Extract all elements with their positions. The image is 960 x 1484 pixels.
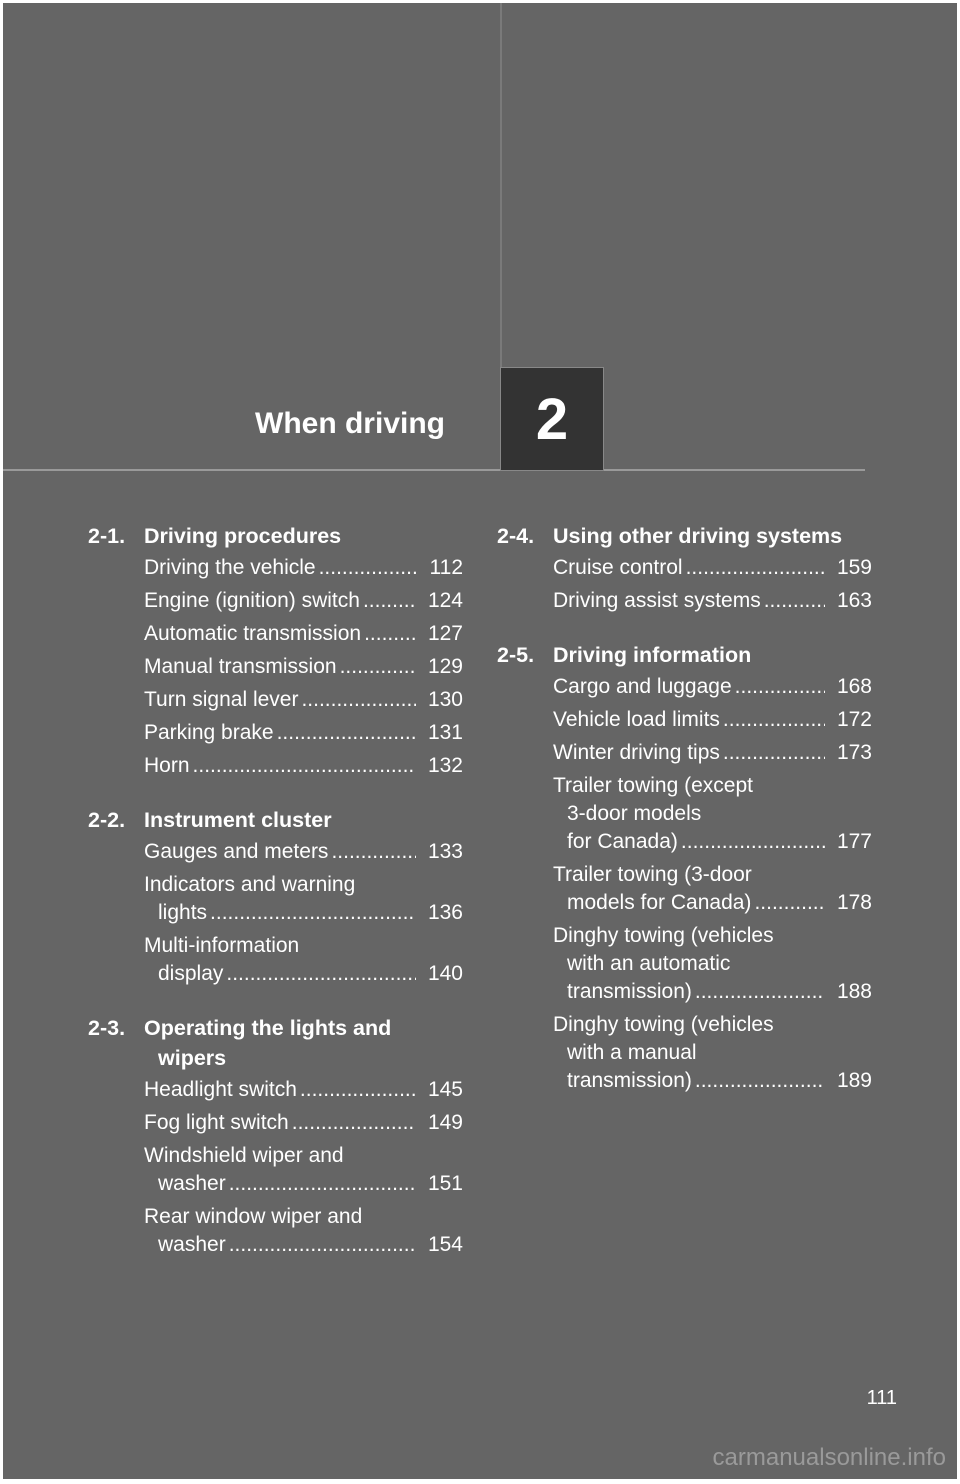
dot-leader [292, 1109, 416, 1137]
entry-page-number: 188 [836, 980, 872, 1003]
entry-line [144, 653, 463, 681]
entry-title: Trailer towing (except [553, 774, 753, 797]
toc-entry[interactable] [553, 587, 872, 615]
entry-line [144, 620, 463, 648]
entry-line [553, 950, 872, 978]
entry-title: Headlight switch [144, 1078, 297, 1101]
entry-title: Manual transmission [144, 655, 337, 678]
toc-entry[interactable] [553, 706, 872, 734]
entry-page-number: 172 [836, 708, 872, 731]
dot-leader [686, 554, 825, 582]
entry-title: display [158, 962, 224, 985]
section-number: 2-2. [88, 808, 126, 832]
section-title [144, 1013, 463, 1073]
toc-section [497, 640, 872, 1095]
dot-leader [754, 889, 825, 917]
entry-title: Vehicle load limits [553, 708, 720, 731]
entry-line [144, 1076, 463, 1104]
toc-section [88, 521, 463, 780]
entry-line [144, 587, 463, 615]
section-title-line: wipers [158, 1046, 227, 1070]
dot-leader [193, 752, 416, 780]
toc-entry[interactable] [144, 653, 463, 681]
entry-page-number: 140 [427, 962, 463, 985]
entry-title: Gauges and meters [144, 840, 329, 863]
entry-title: Windshield wiper and [144, 1144, 344, 1167]
toc-section [497, 521, 872, 615]
entry-title: Horn [144, 754, 190, 777]
toc-entry[interactable] [144, 932, 463, 988]
entry-title: Cruise control [553, 556, 683, 579]
entry-title: Parking brake [144, 721, 274, 744]
toc-entry[interactable] [553, 861, 872, 917]
entry-page-number: 163 [836, 589, 872, 612]
dot-leader [340, 653, 416, 681]
entry-line [553, 1067, 872, 1095]
dot-leader [301, 686, 416, 714]
chapter-number-box [500, 367, 604, 471]
section-number: 2-5. [497, 643, 535, 667]
toc-entry[interactable] [144, 752, 463, 780]
entry-line [144, 1109, 463, 1137]
entry-page-number: 112 [429, 556, 463, 579]
entry-line [144, 932, 463, 960]
chapter-number: 2 [535, 386, 569, 452]
entry-line [553, 922, 872, 950]
entry-page-number: 145 [427, 1078, 463, 1101]
entry-page-number: 132 [427, 754, 463, 777]
section-title-line: Using other driving systems [553, 524, 843, 548]
entry-title: Engine (ignition) switch [144, 589, 360, 612]
entry-title: models for Canada) [567, 891, 752, 914]
entry-line [144, 1142, 463, 1170]
section-number: 2-3. [88, 1016, 126, 1040]
entry-title: transmission) [567, 980, 692, 1003]
entry-page-number: 173 [836, 741, 872, 764]
entry-title: with an automatic [567, 952, 731, 975]
section-number: 2-4. [497, 524, 535, 548]
entry-title: Multi-information [144, 934, 300, 957]
entry-title: washer [158, 1233, 226, 1256]
toc-right-column [497, 521, 872, 1120]
section-title-line: Instrument cluster [144, 808, 332, 832]
toc-entry[interactable] [553, 673, 872, 701]
entry-line [144, 686, 463, 714]
entry-line [144, 554, 463, 582]
entry-title: Fog light switch [144, 1111, 289, 1134]
toc-left-column [88, 521, 463, 1284]
section-heading [88, 1013, 463, 1073]
entry-title: Driving assist systems [553, 589, 761, 612]
entry-line [144, 719, 463, 747]
entry-line [553, 673, 872, 701]
dot-leader [331, 838, 416, 866]
section-heading [497, 521, 872, 551]
toc-section [88, 805, 463, 988]
entry-page-number: 130 [427, 688, 463, 711]
entry-title: Indicators and warning [144, 873, 356, 896]
page-number: 111 [866, 1387, 897, 1409]
entry-line [553, 554, 872, 582]
entry-title: lights [158, 901, 208, 924]
dot-leader [364, 620, 416, 648]
entry-line [144, 1170, 463, 1198]
section-heading [88, 805, 463, 835]
entry-title: 3-door models [567, 802, 702, 825]
watermark: carmanualsonline.info [712, 1444, 946, 1471]
entry-title: transmission) [567, 1069, 692, 1092]
dot-leader [277, 719, 416, 747]
entry-line [553, 800, 872, 828]
entry-title: Automatic transmission [144, 622, 362, 645]
entry-line [144, 1203, 463, 1231]
entry-title: Cargo and luggage [553, 675, 732, 698]
entry-page-number: 124 [427, 589, 463, 612]
section-heading [497, 640, 872, 670]
dot-leader [681, 828, 825, 856]
toc-entry[interactable] [144, 1142, 463, 1198]
entry-line [553, 706, 872, 734]
entry-line [553, 587, 872, 615]
section-title-line: Driving procedures [144, 524, 342, 548]
toc-entry[interactable] [144, 686, 463, 714]
entry-title: Dinghy towing (vehicles [553, 1013, 774, 1036]
entry-page-number: 151 [427, 1172, 463, 1195]
entry-line [144, 752, 463, 780]
entry-title: with a manual [567, 1041, 697, 1064]
toc-entry[interactable] [144, 838, 463, 866]
dot-leader [300, 1076, 416, 1104]
manual-page [3, 3, 957, 1479]
dot-leader [695, 1067, 825, 1095]
entry-page-number: 168 [836, 675, 872, 698]
dot-leader [764, 587, 825, 615]
entry-title: Dinghy towing (vehicles [553, 924, 774, 947]
entry-title: Rear window wiper and [144, 1205, 363, 1228]
entry-line [553, 828, 872, 856]
entry-title: Driving the vehicle [144, 556, 316, 579]
entry-line [144, 960, 463, 988]
entry-line [553, 978, 872, 1006]
entry-line [144, 871, 463, 899]
dot-leader [735, 673, 825, 701]
entry-page-number: 178 [836, 891, 872, 914]
section-title [553, 640, 872, 670]
entry-title: washer [158, 1172, 226, 1195]
entry-page-number: 136 [427, 901, 463, 924]
dot-leader [723, 706, 825, 734]
toc-entry[interactable] [144, 620, 463, 648]
dot-leader [229, 1231, 416, 1259]
toc-entry[interactable] [144, 554, 463, 582]
toc-entry[interactable] [553, 554, 872, 582]
dot-leader [210, 899, 416, 927]
entry-line [553, 1039, 872, 1067]
dot-leader [226, 960, 416, 988]
chapter-title: When driving [255, 407, 445, 440]
entry-line [553, 1011, 872, 1039]
section-title-line: Driving information [553, 643, 752, 667]
entry-page-number: 177 [836, 830, 872, 853]
entry-title: Winter driving tips [553, 741, 720, 764]
entry-page-number: 131 [427, 721, 463, 744]
entry-page-number: 127 [427, 622, 463, 645]
entry-page-number: 154 [427, 1233, 463, 1256]
toc-entry[interactable] [144, 1203, 463, 1259]
toc-entry[interactable] [144, 587, 463, 615]
entry-line [553, 889, 872, 917]
toc-entry[interactable] [553, 739, 872, 767]
toc-entry[interactable] [553, 772, 872, 856]
entry-line [144, 1231, 463, 1259]
horizontal-divider [3, 469, 865, 471]
dot-leader [723, 739, 825, 767]
section-heading [88, 521, 463, 551]
section-title-line: Operating the lights and [144, 1016, 392, 1040]
dot-leader [229, 1170, 416, 1198]
toc-entry[interactable] [144, 719, 463, 747]
entry-title: Trailer towing (3-door [553, 863, 752, 886]
toc-section [88, 1013, 463, 1259]
entry-title: Turn signal lever [144, 688, 299, 711]
vertical-divider [500, 3, 502, 368]
toc-entry[interactable] [144, 1076, 463, 1104]
entry-title: for Canada) [567, 830, 678, 853]
section-number: 2-1. [88, 524, 126, 548]
entry-page-number: 159 [836, 556, 872, 579]
toc-entry[interactable] [144, 1109, 463, 1137]
entry-line [144, 838, 463, 866]
entry-line [144, 899, 463, 927]
section-title [553, 521, 872, 551]
entry-page-number: 149 [427, 1111, 463, 1134]
toc-entry[interactable] [553, 922, 872, 1006]
entry-page-number: 129 [427, 655, 463, 678]
entry-page-number: 133 [427, 840, 463, 863]
toc-entry[interactable] [553, 1011, 872, 1095]
entry-line [553, 861, 872, 889]
toc-entry[interactable] [144, 871, 463, 927]
dot-leader [319, 554, 416, 582]
entry-page-number: 189 [836, 1069, 872, 1092]
section-title [144, 805, 463, 835]
dot-leader [363, 587, 416, 615]
dot-leader [695, 978, 825, 1006]
section-title [144, 521, 463, 551]
entry-line [553, 772, 872, 800]
entry-line [553, 739, 872, 767]
